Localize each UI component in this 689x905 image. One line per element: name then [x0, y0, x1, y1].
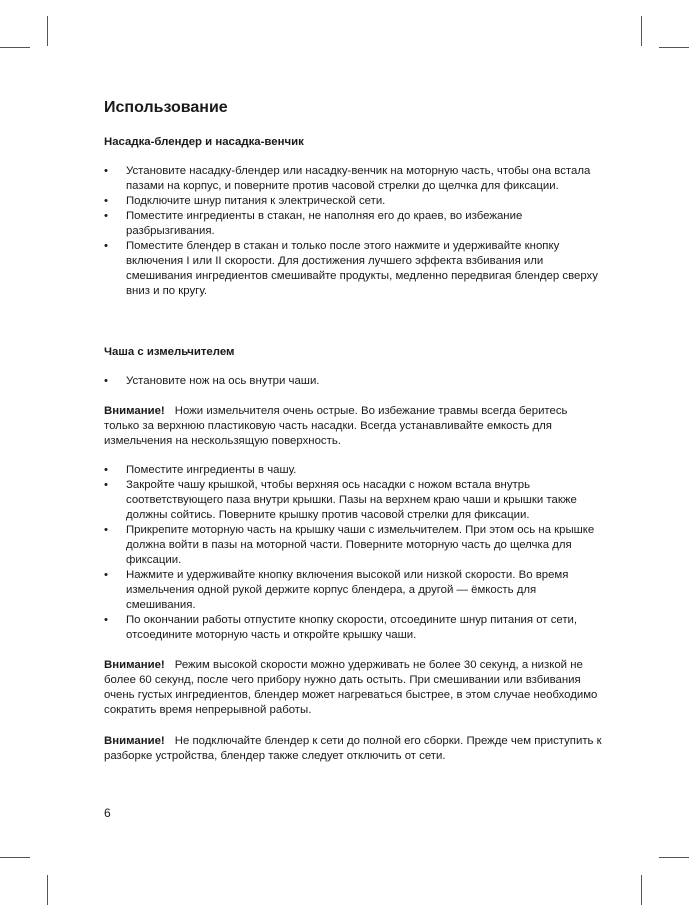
warning-text: Не подключайте блендер к сети до полной его сборки. Прежде чем приступить к разборке устройства, блендер также следует отключить от сети.	[104, 735, 602, 762]
crop-mark	[0, 857, 30, 858]
list-item: • По окончании работы отпустите кнопку скорости, отсоедините шнур питания от сети, отсоедините моторную часть и откройте крышку чаши.	[104, 613, 604, 643]
warning-paragraph	[104, 734, 604, 764]
chopper-steps-list-b	[104, 463, 604, 643]
warning-label: Внимание!	[104, 735, 165, 747]
list-item: • Прикрепите моторную часть на крышку чаши с измельчителем. При этом ось на крышке должна войти в пазы на моторной части. Поверните моторную часть до щелчка для фиксации.	[104, 523, 604, 568]
page-number: 6	[104, 806, 111, 820]
section-heading-blender: Насадка-блендер и насадка-венчик	[104, 136, 304, 148]
crop-mark	[47, 16, 48, 46]
crop-mark	[0, 47, 30, 48]
list-item: • Установите нож на ось внутри чаши.	[104, 374, 604, 389]
warning-label: Внимание!	[104, 659, 165, 671]
page-title: Использование	[104, 99, 228, 116]
list-item: • Поместите блендер в стакан и только после этого нажмите и удерживайте кнопку включения I или II скорости. Для достижения лучшего эффекта взбивания или смешивания ингредиентов смешивайте продукты, медленно передвигая блендер сверху вниз и по кругу.	[104, 239, 604, 299]
warning-paragraph	[104, 404, 604, 449]
section-heading-chopper: Чаша с измельчителем	[104, 346, 235, 358]
warning-text: Ножи измельчителя очень острые. Во избежание травмы всегда беритесь только за верхнюю пластиковую часть насадки. Всегда устанавливайте емкость для измельчения на нескользящую поверхность.	[104, 405, 568, 447]
warning-label: Внимание!	[104, 405, 165, 417]
warning-paragraph	[104, 658, 604, 718]
list-item: • Нажмите и удерживайте кнопку включения высокой или низкой скорости. Во время измельчения одной рукой держите корпус блендера, а другой — ёмкость для смешивания.	[104, 568, 604, 613]
list-item: • Поместите ингредиенты в стакан, не наполняя его до краев, во избежание разбрызгивания.	[104, 209, 604, 239]
crop-mark	[641, 16, 642, 46]
list-item: • Закройте чашу крышкой, чтобы верхняя ось насадки с ножом встала внутрь соответствующего паза внутри крышки. Пазы на верхнем краю чаши и крышки также должны сойтись. Поверните крышку против часовой стрелки для фиксации.	[104, 478, 604, 523]
crop-mark	[659, 857, 689, 858]
crop-mark	[641, 875, 642, 905]
list-item: • Подключите шнур питания к электрической сети.	[104, 194, 604, 209]
crop-mark	[659, 47, 689, 48]
warning-text: Режим высокой скорости можно удерживать не более 30 секунд, а низкой не более 60 секунд, после чего прибору нужно дать остыть. При смешивании или взбивания очень густых ингредиентов, блендер может нагреваться быстрее, в этом случае необходимо сократить время непрерывной работы.	[104, 659, 598, 716]
blender-steps-list	[104, 164, 604, 299]
chopper-steps-list-a	[104, 374, 604, 389]
list-item: • Установите насадку-блендер или насадку-венчик на моторную часть, чтобы она встала пазами на корпус, и поверните против часовой стрелки до щелчка для фиксации.	[104, 164, 604, 194]
crop-mark	[47, 875, 48, 905]
list-item: • Поместите ингредиенты в чашу.	[104, 463, 604, 478]
